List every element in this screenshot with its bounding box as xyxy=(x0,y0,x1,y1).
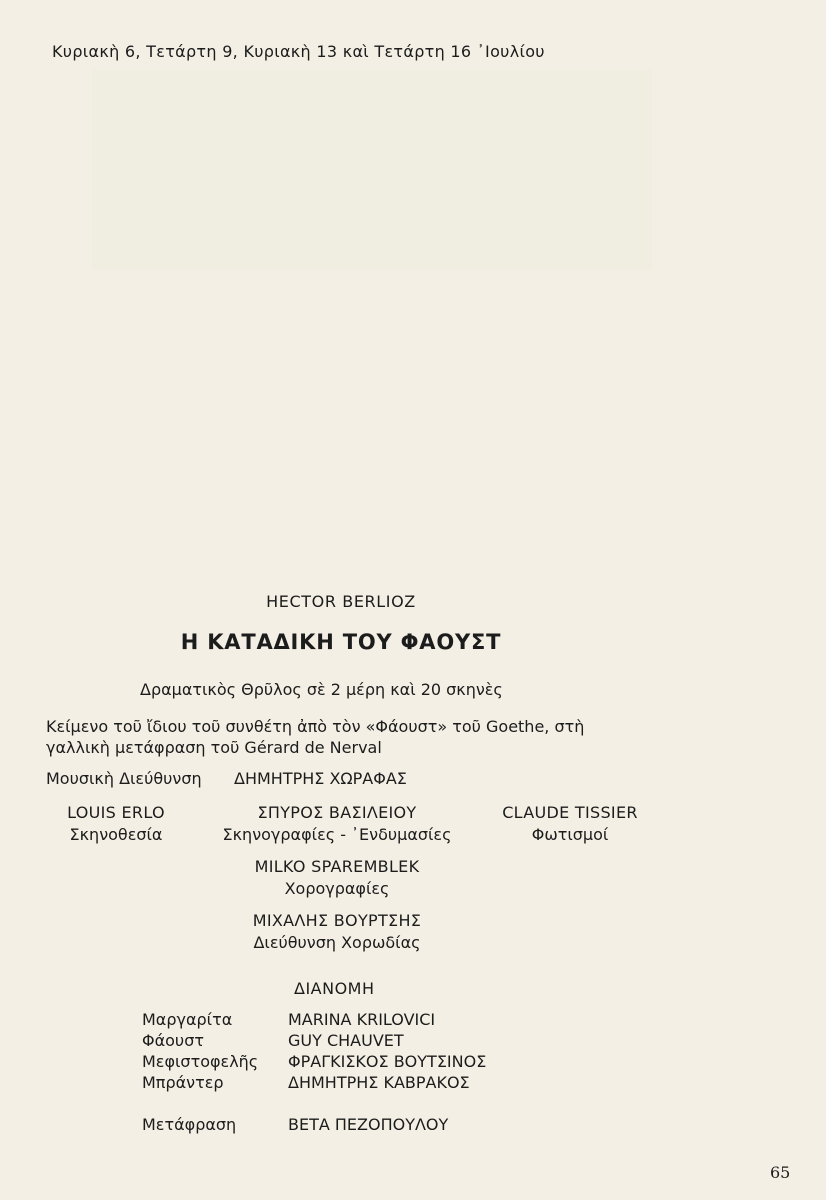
work-subtitle: Δραματικὸς Θρῦλος σὲ 2 μέρη καὶ 20 σκηνὲς xyxy=(140,680,503,699)
page-number: 65 xyxy=(770,1163,791,1182)
libretto-note xyxy=(46,716,646,758)
credit-role: Χορογραφίες xyxy=(284,879,390,898)
faint-background-area xyxy=(92,70,652,270)
performance-dates: Κυριακὴ 6, Τετάρτη 9, Κυριακὴ 13 καὶ Τετάρτη 16 ᾿Ιουλίου xyxy=(52,42,545,61)
cast-heading: ΔΙΑΝΟΜΗ xyxy=(294,979,375,998)
cast-name: ΦΡΑΓΚΙΣΚΟΣ ΒΟΥΤΣΙΝΟΣ xyxy=(288,1052,487,1071)
cast-role: Μπράντερ xyxy=(142,1073,224,1092)
credit-direction xyxy=(56,802,176,846)
composer-name: HECTOR BERLIOZ xyxy=(266,592,416,611)
cast-role: Μαργαρίτα xyxy=(142,1010,233,1029)
cast-role: Μεφιστοφελῆς xyxy=(142,1052,259,1071)
credit-role: Φωτισμοί xyxy=(531,825,609,844)
credit-lighting xyxy=(488,802,652,846)
cast-row xyxy=(142,1072,486,1093)
translation-name: ΒΕΤΑ ΠΕΖΟΠΟΥΛΟΥ xyxy=(288,1115,449,1134)
credit-choreography xyxy=(212,856,462,900)
credit-name: ΜΙΧΑΛΗΣ ΒΟΥΡΤΣΗΣ xyxy=(252,911,422,930)
cast-row xyxy=(142,1009,486,1030)
cast-row xyxy=(142,1051,486,1072)
cast-name: MARINA KRILOVICI xyxy=(288,1010,436,1029)
credit-chorus-direction xyxy=(212,910,462,954)
work-title: Η ΚΑΤΑΔΙΚΗ ΤΟΥ ΦΑΟΥΣΤ xyxy=(180,630,502,654)
translation-credit xyxy=(142,1115,448,1134)
libretto-note-line: Κείμενο τοῦ ἴδιου τοῦ συνθέτη ἀπὸ τὸν «Φάουστ» τοῦ Goethe, στὴ xyxy=(46,717,585,736)
credit-name: ΣΠΥΡΟΣ ΒΑΣΙΛΕΙΟΥ xyxy=(257,803,417,822)
credit-name: MILKO SPAREMBLEK xyxy=(254,857,420,876)
credit-name: CLAUDE TISSIER xyxy=(502,803,638,822)
credit-sets-costumes xyxy=(212,802,462,846)
cast-row xyxy=(142,1030,486,1051)
credit-role: Σκηνοθεσία xyxy=(69,825,163,844)
music-direction xyxy=(46,769,407,788)
credit-name: LOUIS ERLO xyxy=(67,803,165,822)
cast-name: GUY CHAUVET xyxy=(288,1031,404,1050)
libretto-note-line: γαλλικὴ μετάφραση τοῦ Gérard de Nerval xyxy=(46,738,382,757)
cast-role: Φάουστ xyxy=(142,1031,204,1050)
cast-name: ΔΗΜΗΤΡΗΣ ΚΑΒΡΑΚΟΣ xyxy=(288,1073,470,1092)
credit-role: Σκηνογραφίες - ᾿Ενδυμασίες xyxy=(222,825,452,844)
music-direction-name: ΔΗΜΗΤΡΗΣ ΧΩΡΑΦΑΣ xyxy=(234,769,407,788)
credit-role: Διεύθυνση Χορωδίας xyxy=(253,933,421,952)
music-direction-role: Μουσικὴ Διεύθυνση xyxy=(46,769,202,788)
cast-list xyxy=(142,1009,486,1093)
translation-role: Μετάφραση xyxy=(142,1115,237,1134)
